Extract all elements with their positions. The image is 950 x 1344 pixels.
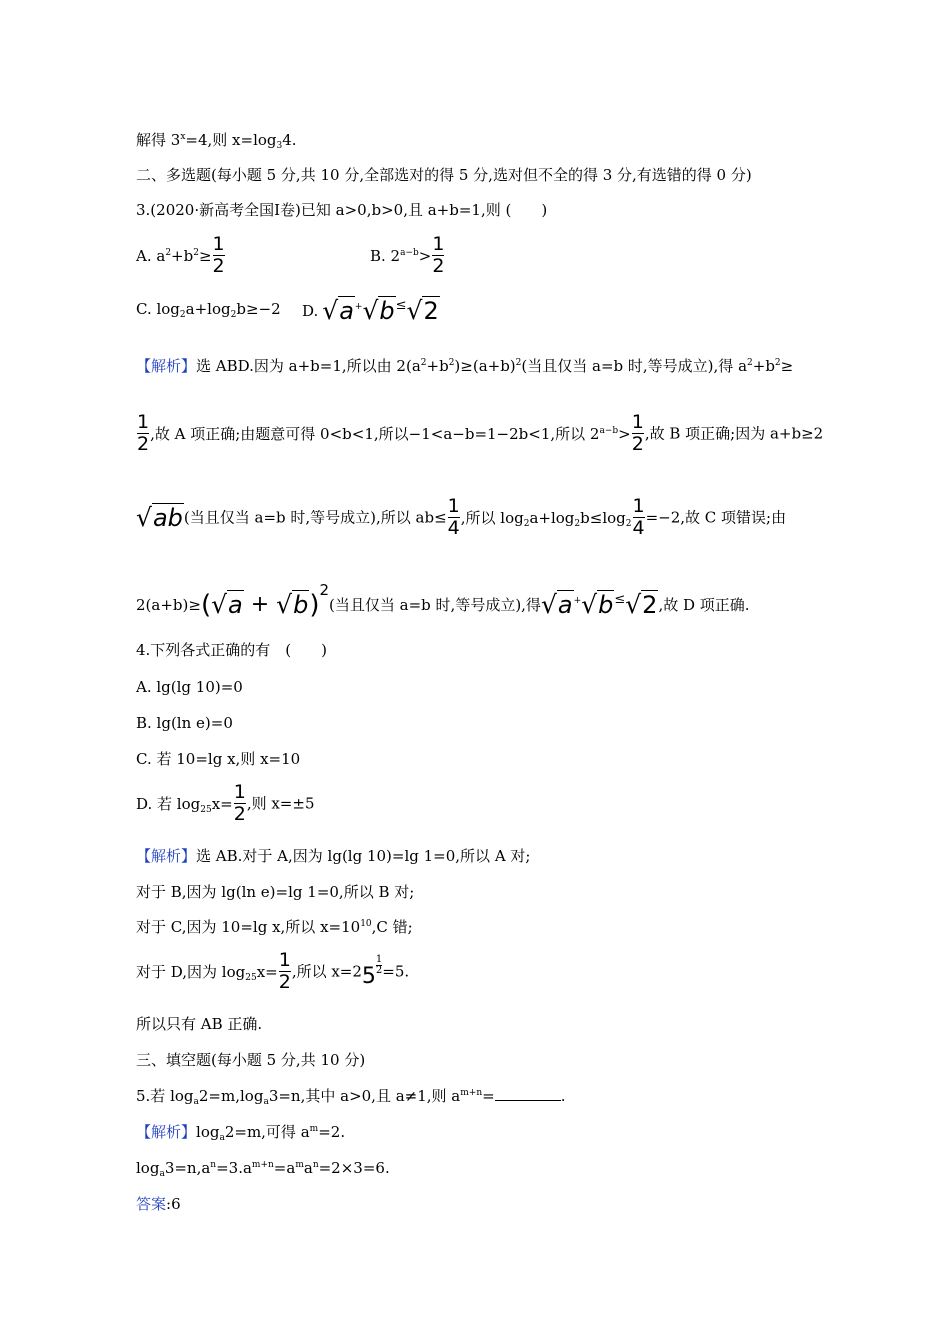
fraction: $\frac{1}{2}$ bbox=[432, 233, 445, 277]
question-stem: 4.下列各式正确的有 ( ) bbox=[136, 641, 328, 659]
fraction: $\frac{1}{4}$ bbox=[632, 495, 645, 539]
solution-line: $\frac{1}{2}$ ,故 A 项正确;由题意可得 0<b<1,所以−1<a−b=1−2b<1,所以 $2^{a-b}>$ $\frac{1}{2}$ ,故 B 项正确;因为 a+b≥2 bbox=[137, 411, 824, 455]
fraction: $\frac{1}{2}$ bbox=[233, 781, 246, 825]
fraction: $\frac{1}{2}$ bbox=[278, 949, 291, 993]
sqrt: √b bbox=[362, 296, 395, 325]
option-c: C. 若 10=lg x,则 x=10 bbox=[136, 750, 301, 768]
option-b: B. lg(ln e)=0 bbox=[136, 714, 233, 732]
sqrt: √a bbox=[322, 296, 354, 325]
fraction: $\frac{1}{2}$ bbox=[137, 411, 150, 455]
question-stem: 5.若 $\log_a2=m,\log_a3=n$,其中 a>0,且 a≠1,则 $a^{m+n}=$ . bbox=[136, 1087, 566, 1107]
question-stem: 3.(2020·新高考全国Ⅰ卷)已知 a>0,b>0,且 a+b=1,则 ( ) bbox=[136, 201, 548, 219]
option-d: D. √a+√b≤√2 bbox=[302, 296, 439, 325]
solution-line: √ab(当且仅当 a=b 时,等号成立),所以 ab≤ $\frac{1}{4}$ ,所以 $\log_2a+\log_2b\le\log_2$ $\frac{1}{4}$ =−2,故 C 项错误;由 bbox=[136, 495, 787, 539]
text-line: 解得 $3^x=4$,则 $x=\log_34$. bbox=[136, 131, 297, 151]
solution-line: 【解析】选 ABD.因为 a+b=1,所以由 $2(a^2+b^2)\ge(a+b)^2$(当且仅当 a=b 时,等号成立),得 $a^2+b^2\ge$ bbox=[136, 357, 794, 375]
fraction: $\frac{1}{2}$ bbox=[631, 411, 644, 455]
solution-line: 2(a+b)≥(√a + √b)2(当且仅当 a=b 时,等号成立),得√a+√b≤√2,故 D 项正确. bbox=[136, 581, 750, 620]
section-heading: 三、填空题(每小题 5 分,共 10 分) bbox=[136, 1051, 366, 1069]
sqrt: √b bbox=[581, 590, 614, 619]
sqrt: √a bbox=[211, 590, 243, 619]
option-a: A. lg(lg 10)=0 bbox=[136, 678, 243, 696]
solution-line: 对于 C,因为 10=lg x,所以 $x=10^{10},C$ 错; bbox=[136, 918, 413, 936]
solution-line: 对于 B,因为 lg(ln e)=lg 1=0,所以 B 对; bbox=[136, 883, 415, 901]
sqrt: √ab bbox=[136, 502, 183, 532]
option-b: B. $2^{a-b}>$ $\frac{1}{2}$ bbox=[370, 233, 445, 277]
option-c: C. $\log_2a+\log_2b\ge-2$ bbox=[136, 300, 281, 320]
solution-line: 【解析】选 AB.对于 A,因为 lg(lg 10)=lg 1=0,所以 A 对; bbox=[136, 847, 531, 865]
analysis-tag: 【解析】 bbox=[136, 847, 197, 865]
solution-line: $\log_a3=n,a^n=3.a^{m+n}=a^ma^n=2\times 3=6$. bbox=[136, 1159, 390, 1179]
analysis-tag: 【解析】 bbox=[136, 357, 197, 375]
solution-line: 所以只有 AB 正确. bbox=[136, 1015, 263, 1033]
answer-line: 答案:6 bbox=[136, 1195, 181, 1213]
sqrt: √2 bbox=[406, 296, 439, 325]
sqrt: √2 bbox=[625, 590, 658, 619]
answer-blank bbox=[495, 1088, 561, 1101]
sqrt: √a bbox=[540, 590, 573, 619]
analysis-tag: 【解析】 bbox=[136, 1123, 197, 1141]
solution-line: 【解析】$\log_a2=m$,可得 $a^m=2$. bbox=[136, 1123, 346, 1143]
option-a: A. $a^2+b^2\ge$ $\frac{1}{2}$ bbox=[136, 233, 225, 277]
answer-label: 答案 bbox=[136, 1195, 167, 1213]
exponent-fraction: $\frac{1}{2}$ bbox=[375, 954, 383, 976]
fraction: $\frac{1}{2}$ bbox=[212, 233, 225, 277]
option-d: D. 若 $\log_{25}x=$ $\frac{1}{2}$ ,则 x=±5 bbox=[136, 781, 315, 825]
fraction: $\frac{1}{4}$ bbox=[447, 495, 460, 539]
sqrt: √b bbox=[276, 590, 309, 619]
section-heading: 二、多选题(每小题 5 分,共 10 分,全部选对的得 5 分,选对但不全的得 3 分,有选错的得 0 分) bbox=[136, 166, 752, 184]
solution-line: 对于 D,因为 $\log_{25}x=$ $\frac{1}{2}$ ,所以 x=25 $\frac{1}{2}$ =5. bbox=[136, 949, 410, 993]
